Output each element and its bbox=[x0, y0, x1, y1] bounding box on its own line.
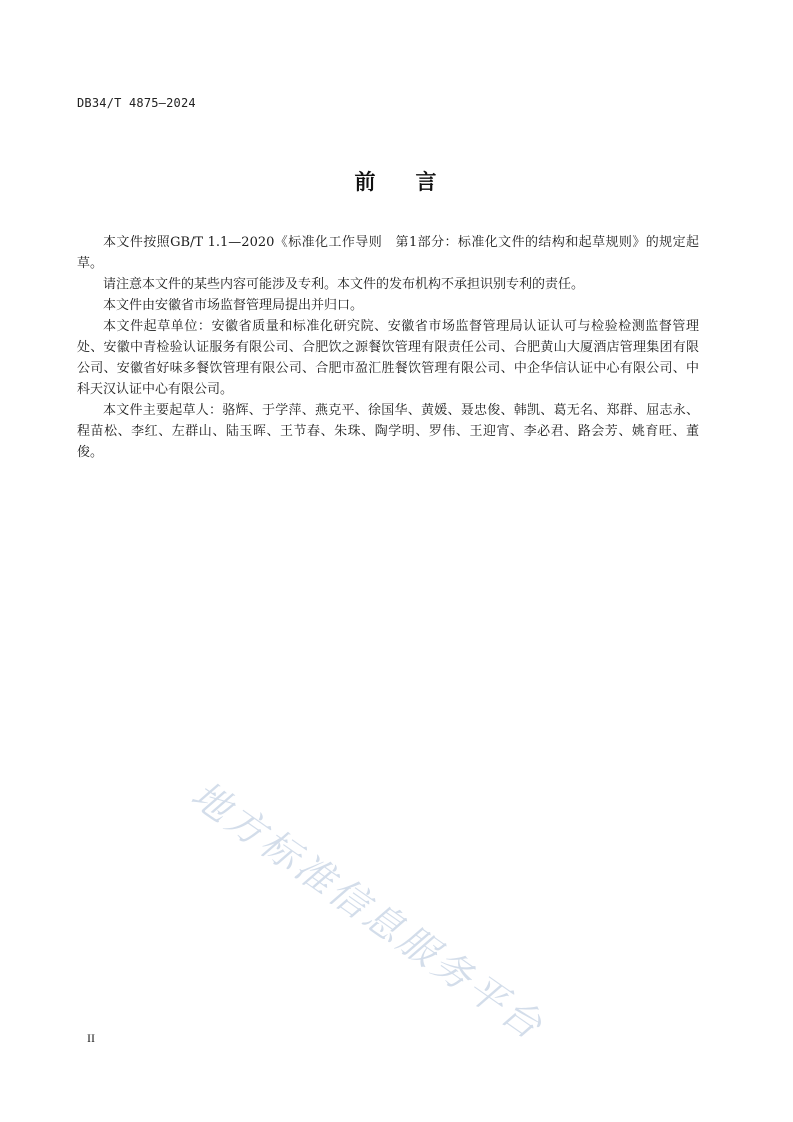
watermark: 地方标准信息服务平台 bbox=[183, 772, 553, 1050]
paragraph-patent-notice: 请注意本文件的某些内容可能涉及专利。本文件的发布机构不承担识别专利的责任。 bbox=[103, 277, 585, 292]
paragraph-drafting-basis: 本文件按照GB/T 1.1—2020《标准化工作导则 第1部分：标准化文件的结构和起草规则》的规定起草。 bbox=[77, 235, 699, 271]
foreword-body bbox=[77, 232, 699, 463]
page-number: II bbox=[87, 1031, 95, 1045]
page-title bbox=[0, 166, 793, 196]
title-char-2: 言 bbox=[415, 170, 439, 194]
paragraph-proposer: 本文件由安徽省市场监督管理局提出并归口。 bbox=[103, 298, 364, 313]
paragraph-drafters: 本文件主要起草人：骆辉、于学萍、燕克平、徐国华、黄媛、聂忠俊、韩凯、葛无名、郑群、屈志永、程苗松、李红、左群山、陆玉晖、王节春、朱珠、陶学明、罗伟、王迎宵、李必君、路会芳、姚育旺、董俊。 bbox=[77, 403, 699, 460]
paragraph-drafting-units: 本文件起草单位：安徽省质量和标准化研究院、安徽省市场监督管理局认证认可与检验检测监督管理处、安徽中青检验认证服务有限公司、合肥饮之源餐饮管理有限责任公司、合肥黄山大厦酒店管理集团有限公司、安徽省好味多餐饮管理有限公司、合肥市盈汇胜餐饮管理有限公司、中企华信认证中心有限公司、中科天汉认证中心有限公司。 bbox=[77, 319, 699, 397]
title-char-1: 前 bbox=[354, 170, 378, 194]
standard-code: DB34/T 4875—2024 bbox=[77, 96, 196, 110]
